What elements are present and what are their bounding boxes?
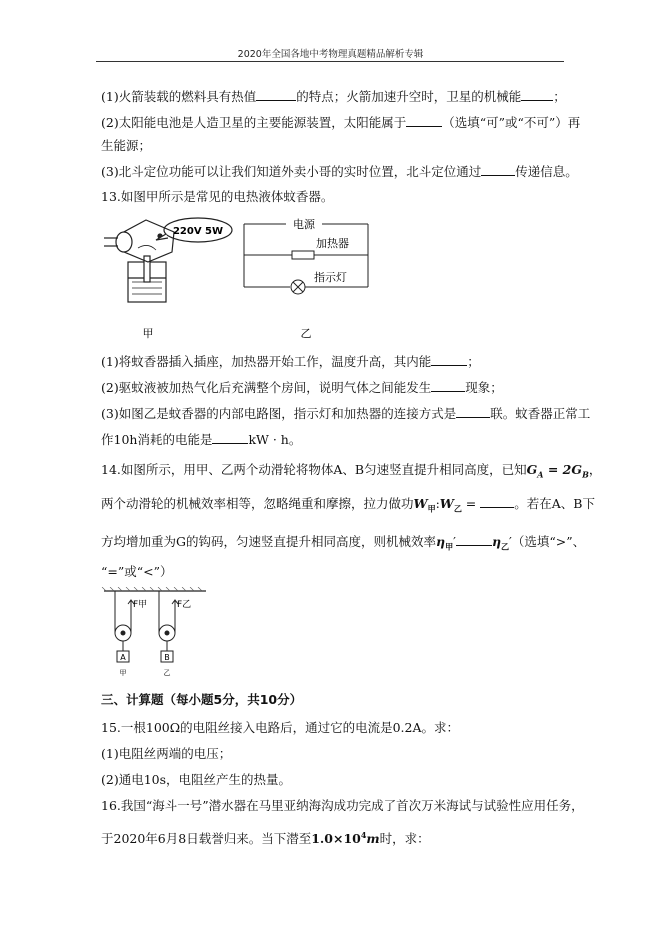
header-rule	[96, 61, 564, 62]
pulley-jia	[115, 591, 131, 662]
section-heading: 三、计算题（每小题5分，共10分）	[101, 692, 303, 707]
q16-line2: 于2020年6月8日载誉归来。当下潜至$1.0\times 10^4m$时，求：	[101, 830, 430, 847]
figure-14	[96, 587, 226, 679]
block-b-label: B	[164, 653, 170, 662]
q14-line2: 两个动滑轮的机械效率相等，忽略绳重和摩擦，拉力做功$W_甲:W_乙$ = 。若在A、B下	[101, 496, 595, 514]
q16-line1: 16.我国“海斗一号”潜水器在马里亚纳海沟成功完成了首次万米海试与试验性应用任务，	[101, 798, 584, 813]
q12-line2: (2)太阳能电池是人造卫星的主要能源装置，太阳能属于 （选填“可”或“不可”）再	[101, 115, 581, 130]
answer-blank	[212, 430, 248, 444]
answer-blank	[521, 87, 553, 101]
q13-part2: (2)驱蚊液被加热气化后充满整个房间，说明气体之间能发生 现象；	[101, 380, 503, 395]
force-label-yi: F乙	[177, 600, 192, 610]
q12-line3: 生能源；	[101, 138, 152, 153]
q13-stem: 13.如图甲所示是常见的电热液体蚊香器。	[101, 189, 334, 204]
answer-blank	[431, 378, 465, 392]
q14-line1: 14.如图所示，用甲、乙两个动滑轮将物体A、B匀速竖直提升相同高度，已知$G_A = 2G_B$，	[101, 462, 602, 480]
force-label-jia: F甲	[133, 600, 148, 610]
q13-part1: (1)将蚊香器插入插座，加热器开始工作，温度升高，其内能 ；	[101, 354, 480, 369]
q15-part2: (2)通电10s，电阻丝产生的热量。	[101, 772, 292, 787]
q13-part3: (3)如图乙是蚊香器的内部电路图，指示灯和加热器的连接方式是 联。蚊香器正常工	[101, 406, 591, 421]
answer-blank	[456, 404, 490, 418]
caption-jia: 甲	[142, 327, 154, 340]
answer-blank	[480, 494, 514, 508]
q12-line4: (3)北斗定位功能可以让我们知道外卖小哥的实时位置，北斗定位通过 传递信息。	[101, 164, 578, 179]
answer-blank	[456, 532, 492, 546]
figure-13	[96, 212, 386, 342]
heater-label: 加热器	[316, 237, 349, 250]
q13-part3-cont: 作10h消耗的电能是 kW · h。	[101, 432, 302, 447]
q15-part1: (1)电阻丝两端的电压；	[101, 746, 232, 761]
caption-yi: 乙	[300, 327, 312, 340]
answer-blank	[406, 113, 442, 127]
page-header: 2020年全国各地中考物理真题精品解析专辑	[237, 49, 424, 60]
circuit-diagram	[244, 224, 368, 294]
q15-stem: 15.一根100Ω的电阻丝接入电路后，通过它的电流是0.2A。求：	[101, 720, 460, 735]
q14-line3: 方均增加重为G的钩码，匀速竖直提升相同高度，则机械效率$\eta_甲'$ $\eta_乙'$（选填“>”、	[101, 534, 586, 552]
answer-blank	[481, 162, 515, 176]
answer-blank	[256, 87, 296, 101]
indicator-lamp-label: 指示灯	[314, 271, 347, 284]
pulley-yi	[159, 591, 175, 662]
power-source-label: 电源	[293, 218, 315, 231]
caption-yi: 乙	[163, 669, 171, 677]
answer-blank	[431, 352, 467, 366]
q14-line4: “=”或“<”）	[101, 564, 173, 579]
block-a-label: A	[120, 653, 126, 662]
q12-line1: (1)火箭装载的燃料具有热值 的特点；火箭加速升空时，卫星的机械能 ；	[101, 89, 566, 104]
rating-label: 220V 5W	[172, 226, 224, 237]
caption-jia: 甲	[119, 669, 127, 677]
